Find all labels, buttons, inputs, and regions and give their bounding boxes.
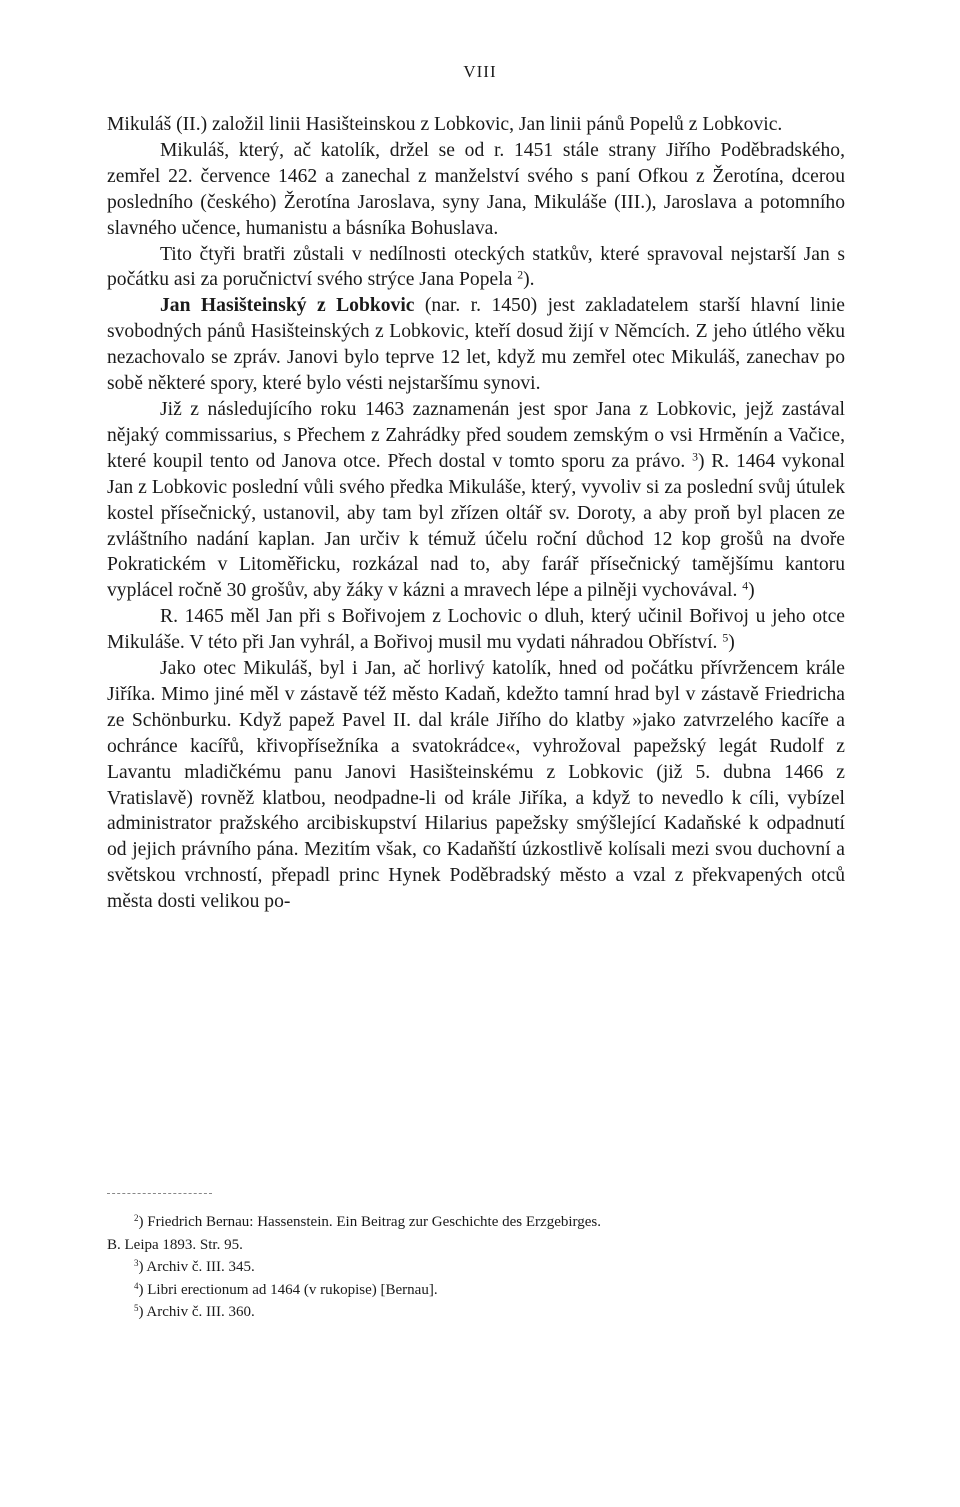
paragraph-5-text-a: Již z následujícího roku 1463 zaznamenán jest spor Jana z Lobkovic, jejž zastával nějaký commissarius, s Přechem z Zahrádky před soudem zemským o vsi Hrměnín a Vačice, které koupil tento od Janova otce. Přech dostal v tomto sporu za právo. — [107, 398, 845, 472]
body-text — [107, 112, 845, 915]
footnote-mark: 3 — [134, 1258, 139, 1269]
page-number: VIII — [463, 62, 497, 81]
footnote-ref-4: 4 — [742, 579, 749, 593]
footnote-4 — [107, 1279, 845, 1302]
paragraph-2 — [107, 138, 845, 242]
paragraph-4-heading: Jan Hasišteinský z Lobkovic — [160, 295, 415, 317]
paragraph-4-text: (nar. r. 1450) jest zakladatelem starší hlavní linie svobodných pánů Hasišteinských z Lobkovic, kteří dosud žijí v Němcích. Z jeho útlého věku nezachovalo se zpráv. Janovi bylo teprve 12 let, když mu zemřel otec Mikuláš, zanechav po sobě některé spory, které bylo vésti nejstaršímu synovi. — [107, 295, 845, 395]
paragraph-2-text: Mikuláš, který, ač katolík, držel se od r. 1451 stále strany Jiřího Poděbradského, zemřel 22. července 1462 a zanechal z manželství svého s paní Ofkou z Žerotína, dcerou posledního (českého) Žerotína Jaroslava, syny Jana, Mikuláše (III.), Jaroslava a potomního slavného učence, humanistu a básníka Bohuslava. — [107, 139, 845, 239]
paragraph-7 — [107, 656, 845, 915]
footnote-ref-5: 5 — [722, 631, 729, 645]
footnote-mark: 2 — [134, 1213, 139, 1224]
footnote-2 — [107, 1211, 845, 1234]
footnote-mark: 4 — [134, 1280, 139, 1291]
paragraph-5-end: ) — [748, 580, 755, 602]
paragraph-4 — [107, 293, 845, 397]
paragraph-7-text: Jako otec Mikuláš, byl i Jan, ač horlivý katolík, hned od počátku přívržencem krále Jiříka. Mimo jiné měl v zástavě též město Kadaň, kdežto tamní hrad byl v zástavě Friedricha ze Schönburku. Když papež Pavel II. dal krále Jiřího do klatby »jako zatvrzelého kacíře a ochránce kacířů, křivopřísežníka a svatokrádce«, vyhrožoval papežský legát Rudolf z Lavantu mladičkému panu Janovi Hasišteinskému z Lobkovic (již 5. dubna 1466 z Vratislavě) rovněž klatbou, neodpadne-li od krále Jiříka, a když to nevedlo k cíli, vybízel administrator pražského arcibiskupství Hilarius papežsky smýšlející Kadaňské k odpadnutí od jejich právního pána. Mezitím však, co Kadaňští úzkostlivě kolísali mezi svou duchovní a světskou vrchností, přepadl princ Hynek Poděbradský město a vzal z překvapených otců města dosti velikou po- — [107, 658, 845, 913]
footnote-text: ) Libri erectionum ad 1464 (v rukopise) [Bernau]. — [138, 1281, 438, 1298]
footnote-2-continuation — [107, 1234, 845, 1257]
paragraph-6 — [107, 604, 845, 656]
paragraph-5-text-b: ) R. 1464 vykonal Jan z Lobkovic poslední vůli svého předka Mikuláše, který, vyvoliv si za poslední svůj útulek kostel přísečnický, ustanovil, aby tam byl zřízen oltář sv. Doroty, a aby proň byl placen ze zvláštního nadání kaplan. Jan určiv k témuž účelu roční důchod 12 kop grošů na dvoře Pokratickém v Litoměřicku, rozkázal nad to, aby farář přísečnický tamějšímu kantoru vyplácel ročně 30 grošův, aby žáky v kázni a mravech lépe a pilněji vychovával. — [107, 450, 846, 602]
footnote-ref-2: 2 — [517, 268, 524, 282]
footnote-divider — [107, 1193, 212, 1194]
paragraph-6-text: R. 1465 měl Jan při s Bořivojem z Lochovic o dluh, který učinil Bořivoj u jeho otce Mikuláše. V této při Jan vyhrál, a Bořivoj musil mu vydati náhradou Obříství. — [107, 606, 845, 654]
footnote-5 — [107, 1301, 845, 1324]
footnote-mark: 5 — [134, 1303, 139, 1314]
footnotes — [107, 1211, 845, 1324]
footnote-text: ) Archiv č. III. 360. — [138, 1304, 255, 1320]
footnote-text: ) Friedrich Bernau: Hassenstein. Ein Beitrag zur Geschichte des Erzgebirges. — [138, 1214, 601, 1230]
footnote-ref-3: 3 — [692, 450, 698, 464]
paragraph-3-text: Tito čtyři bratři zůstali v nedílnosti oteckých statkův, které spravoval nejstarší Jan s počátku asi za poručnictví svého strýce Jana Popela — [107, 243, 845, 291]
paragraph-5 — [107, 397, 845, 604]
footnote-text: ) Archiv č. III. 345. — [138, 1259, 255, 1275]
paragraph-6-end: ) — [728, 632, 735, 654]
paragraph-1-text: Mikuláš (II.) založil linii Hasišteinskou z Lobkovic, Jan linii pánů Popelů z Lobkovic. — [107, 114, 783, 135]
paragraph-3-end: ). — [523, 269, 535, 291]
footnote-3 — [107, 1256, 845, 1279]
footnote-text: B. Leipa 1893. Str. 95. — [107, 1236, 243, 1253]
paragraph-3 — [107, 242, 845, 294]
paragraph-1 — [107, 112, 845, 138]
